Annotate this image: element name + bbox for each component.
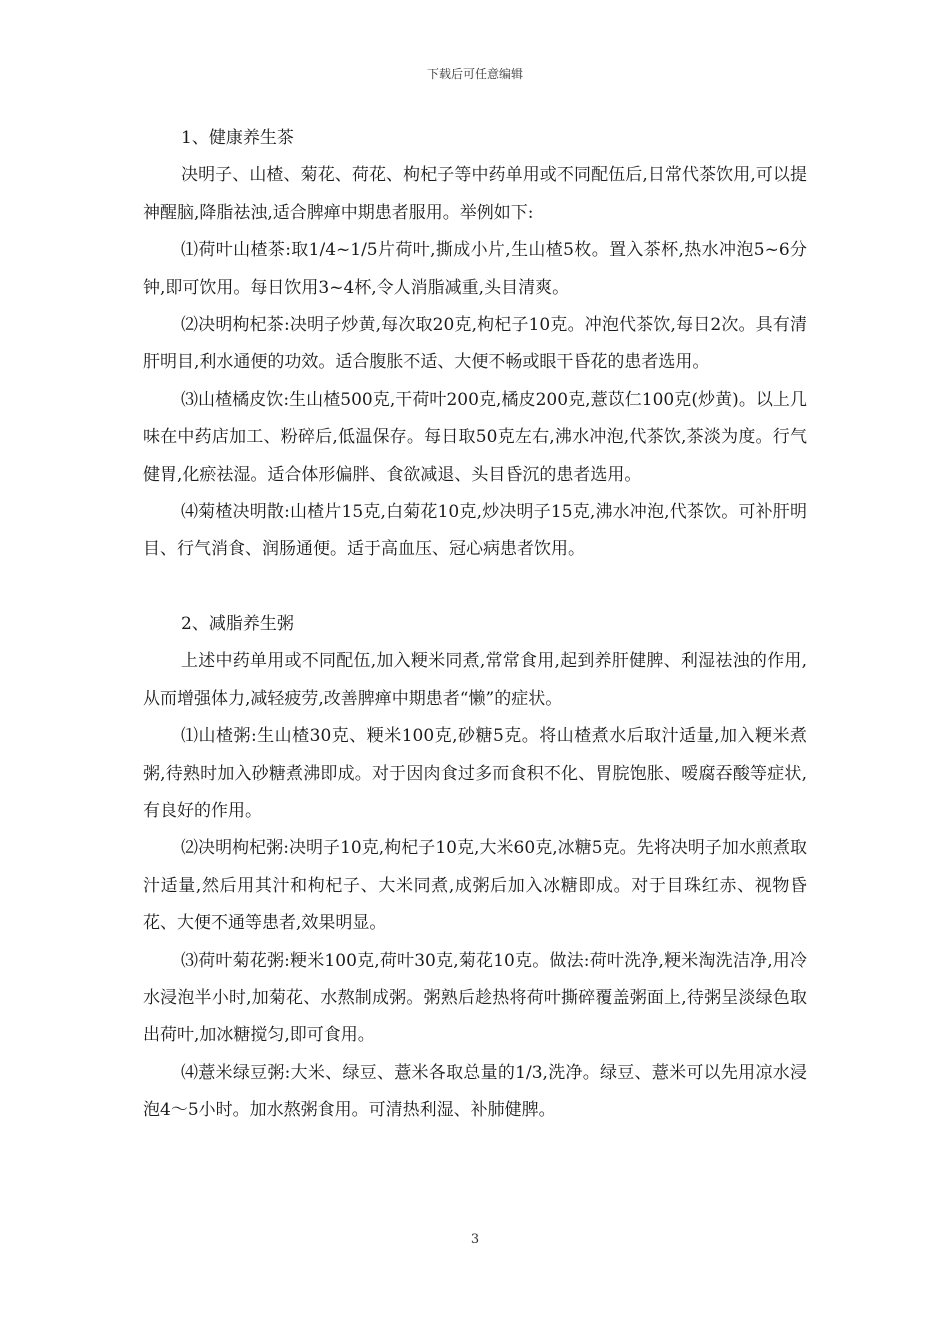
paragraph-porridge-item-2: ⑵决明枸杞粥:决明子10克,枸杞子10克,大米60克,冰糖5克。先将决明子加水煎煮取汁适量,然后用其汁和枸杞子、大米同煮,成粥后加入冰糖即成。对于目珠红赤、视物昏花、大便不通等患者,效果明显。 bbox=[143, 838, 807, 934]
paragraph-porridge-item-4: ⑷薏米绿豆粥:大米、绿豆、薏米各取总量的1/3,洗净。绿豆、薏米可以先用凉水浸泡4～5小时。加水熬粥食用。可清热利湿、补肺健脾。 bbox=[143, 1062, 807, 1121]
paragraph-tea-item-1: ⑴荷叶山楂茶:取1/4~1/5片荷叶,撕成小片,生山楂5枚。置入茶杯,热水冲泡5~6分钟,即可饮用。每日饮用3~4杯,令人消脂减重,头目清爽。 bbox=[143, 240, 807, 298]
section-heading-health-tea: 1、健康养生茶 bbox=[181, 128, 294, 148]
paragraph-tea-item-4: ⑷菊楂决明散:山楂片15克,白菊花10克,炒决明子15克,沸水冲泡,代茶饮。可补肝明目、行气消食、润肠通便。适于高血压、冠心病患者饮用。 bbox=[143, 502, 807, 560]
paragraph-porridge-item-1: ⑴山楂粥:生山楂30克、粳米100克,砂糖5克。将山楂煮水后取汁适量,加入粳米煮粥,待熟时加入砂糖煮沸即成。对于因肉食过多而食积不化、胃脘饱胀、嗳腐吞酸等症状,有良好的作用。 bbox=[143, 726, 807, 821]
document-body bbox=[143, 120, 807, 1130]
section-heading-porridge: 2、减脂养生粥 bbox=[181, 613, 294, 634]
paragraph-tea-item-2: ⑵决明枸杞茶:决明子炒黄,每次取20克,枸杞子10克。冲泡代茶饮,每日2次。具有清肝明目,利水通便的功效。适合腹胀不适、大便不畅或眼干昏花的患者选用。 bbox=[143, 315, 807, 373]
page-header: 下载后可任意编辑 bbox=[426, 67, 523, 81]
page-number: 3 bbox=[470, 1232, 480, 1247]
paragraph-tea-item-3: ⑶山楂橘皮饮:生山楂500克,干荷叶200克,橘皮200克,薏苡仁100克(炒黄)。以上几味在中药店加工、粉碎后,低温保存。每日取50克左右,沸水冲泡,代茶饮,茶淡为度。行气健胃,化瘀祛湿。适合体形偏胖、食欲减退、头目昏沉的患者选用。 bbox=[143, 389, 807, 485]
paragraph-porridge-intro: 上述中药单用或不同配伍,加入粳米同煮,常常食用,起到养肝健脾、利湿祛浊的作用,从而增强体力,减轻疲劳,改善脾瘅中期患者“懒”的症状。 bbox=[143, 651, 807, 709]
paragraph-porridge-item-3: ⑶荷叶菊花粥:粳米100克,荷叶30克,菊花10克。做法:荷叶洗净,粳米淘洗洁净,用冷水浸泡半小时,加菊花、水熬制成粥。粥熟后趁热将荷叶撕碎覆盖粥面上,待粥呈淡绿色取出荷叶,加冰糖搅匀,即可食用。 bbox=[143, 950, 807, 1046]
paragraph-tea-intro: 决明子、山楂、菊花、荷花、枸杞子等中药单用或不同配伍后,日常代茶饮用,可以提神醒脑,降脂祛浊,适合脾瘅中期患者服用。举例如下: bbox=[143, 165, 807, 223]
section-spacer bbox=[143, 569, 807, 606]
